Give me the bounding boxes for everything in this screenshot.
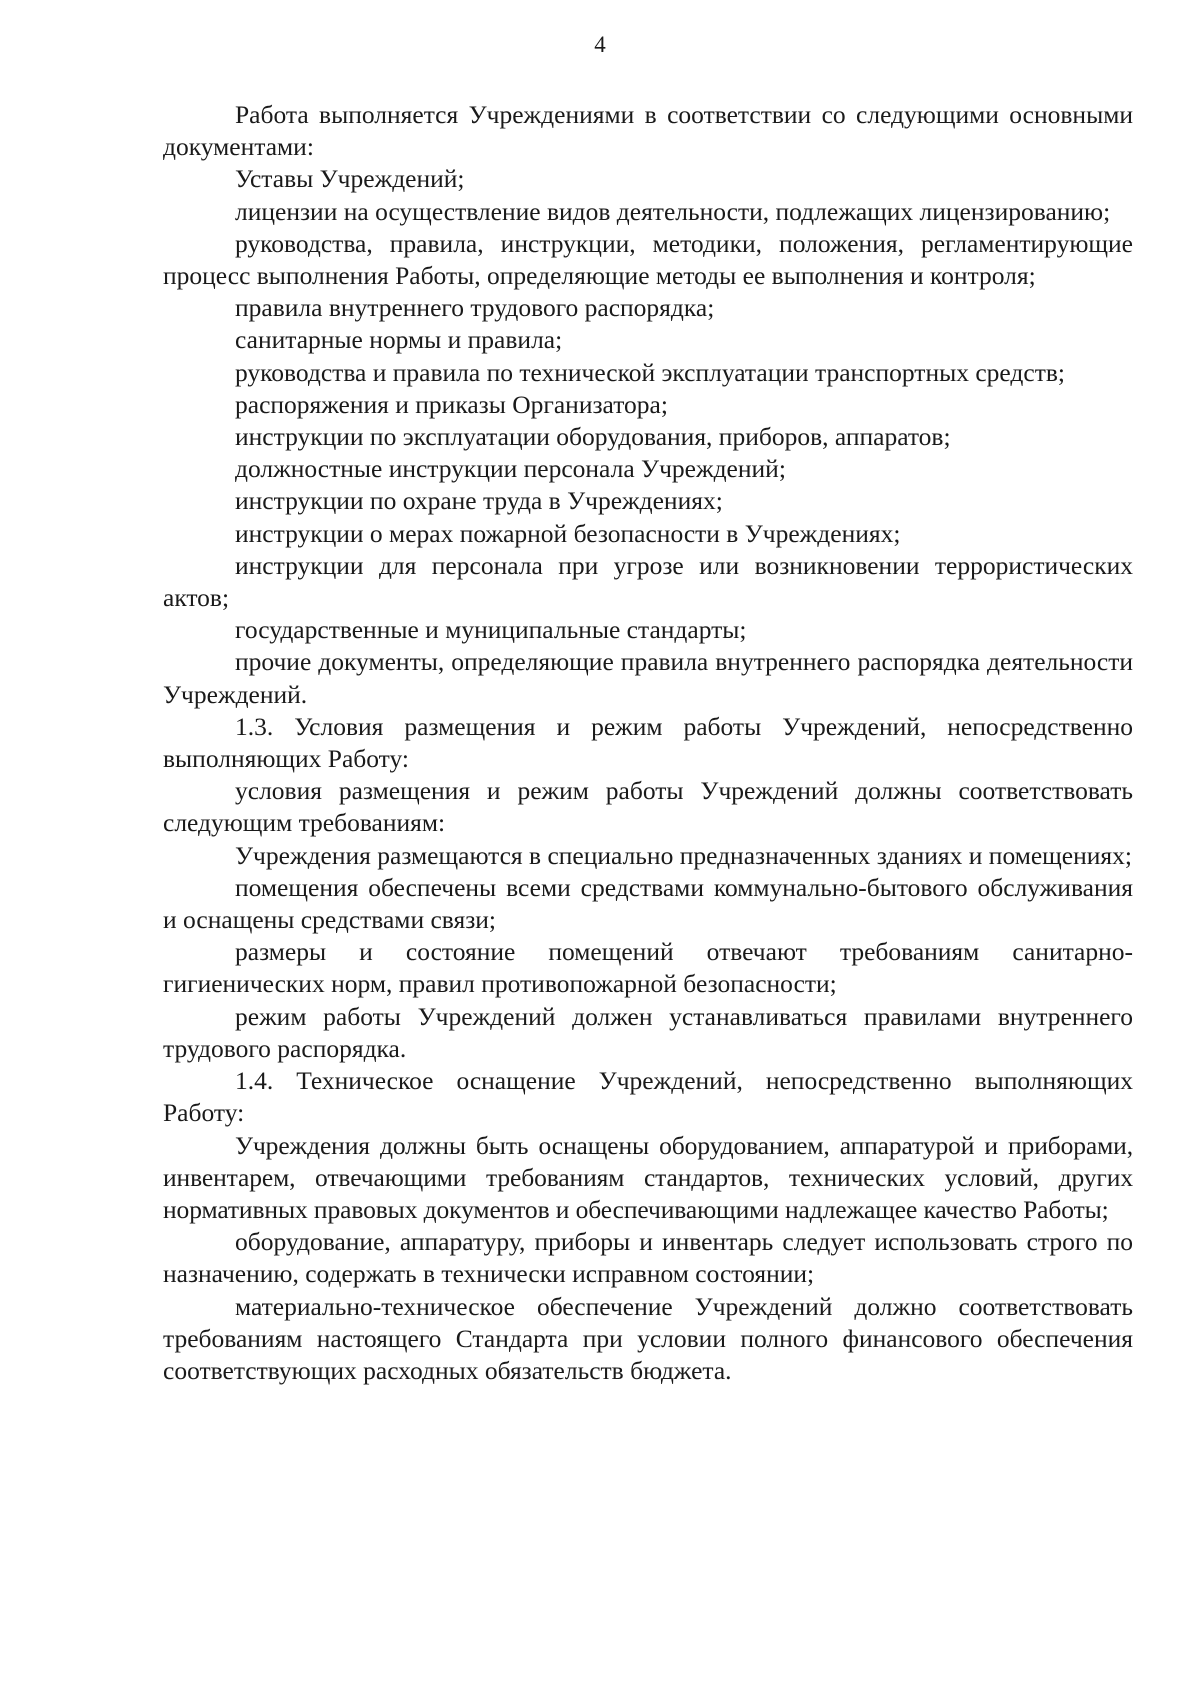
list-item-labor-safety: инструкции по охране труда в Учреждениях; [235, 486, 723, 516]
paragraph-premises-services: помещения обеспечены всеми средствами коммунально-бытового обслуживания и оснащены средствами связи; [163, 872, 1133, 935]
paragraph-equipment-requirements: Учреждения должны быть оснащены оборудованием, аппаратурой и приборами, инвентарем, отвечающими требованиям стандартов, технических условий, других нормативных правовых документов и обеспечивающими надлежащее качество Работы; [163, 1130, 1133, 1224]
list-item-sanitary-norms: санитарные нормы и правила; [235, 325, 563, 355]
paragraph-material-support: материально-техническое обеспечение Учреждений должно соответствовать требованиям настоящего Стандарта при условии полного финансового обеспечения соответствующих расходных обязательств бюджета. [163, 1291, 1133, 1385]
list-item-vehicle-rules: руководства и правила по технической эксплуатации транспортных средств; [235, 357, 1065, 387]
list-item-charters: Уставы Учреждений; [235, 164, 465, 194]
paragraph-intro: Работа выполняется Учреждениями в соответствии со следующими основными документами: [163, 100, 1133, 162]
list-item-fire-safety: инструкции о мерах пожарной безопасности в Учреждениях; [235, 518, 901, 548]
paragraph-premises-size: размеры и состояние помещений отвечают требованиям санитарно-гигиенических норм, правил противопожарной безопасности; [163, 937, 1133, 999]
paragraph-equipment-usage: оборудование, аппаратуру, приборы и инвентарь следует использовать строго по назначению, содержать в технически исправном состоянии; [163, 1227, 1133, 1289]
list-item-equipment-instructions: инструкции по эксплуатации оборудования, приборов, аппаратов; [235, 422, 951, 452]
page-number: 4 [594, 32, 606, 57]
list-item-labor-rules: правила внутреннего трудового распорядка; [235, 293, 715, 323]
list-item-orders: распоряжения и приказы Организатора; [235, 389, 668, 419]
list-item-standards: государственные и муниципальные стандарты; [235, 615, 747, 645]
list-item-licenses: лицензии на осуществление видов деятельности, подлежащих лицензированию; [235, 196, 1111, 226]
document-body [163, 99, 1133, 1387]
section-heading-1-4: 1.4. Техническое оснащение Учреждений, непосредственно выполняющих Работу: [163, 1066, 1133, 1128]
section-heading-1-3: 1.3. Условия размещения и режим работы Учреждений, непосредственно выполняющих Работу: [163, 711, 1133, 774]
paragraph-work-schedule: режим работы Учреждений должен устанавливаться правилами внутреннего трудового распорядка. [163, 1001, 1133, 1063]
paragraph-buildings: Учреждения размещаются в специально предназначенных зданиях и помещениях; [235, 840, 1132, 870]
list-item-job-instructions: должностные инструкции персонала Учреждений; [235, 454, 786, 484]
list-item-other-documents: прочие документы, определяющие правила внутреннего распорядка деятельности Учреждений. [163, 647, 1133, 709]
list-item-manuals: руководства, правила, инструкции, методики, положения, регламентирующие процесс выполнения Работы, определяющие методы ее выполнения и контроля; [163, 228, 1133, 291]
paragraph-conditions: условия размещения и режим работы Учреждений должны соответствовать следующим требованиям: [163, 776, 1133, 838]
list-item-terrorism-instructions: инструкции для персонала при угрозе или возникновении террористических актов; [163, 550, 1133, 613]
